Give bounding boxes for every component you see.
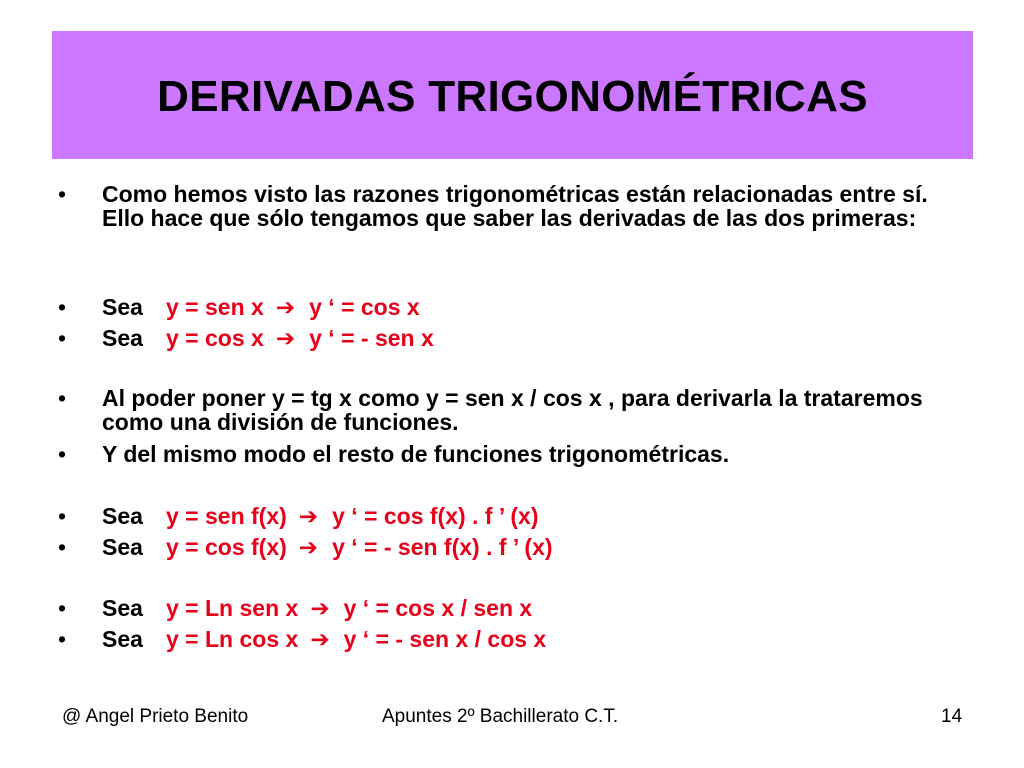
rule-function: y = Ln sen x xyxy=(166,595,299,621)
arrow-icon: ➔ xyxy=(298,503,319,529)
bullet-marker: • xyxy=(58,595,67,621)
bullet-intro xyxy=(58,181,972,231)
bullet-marker: • xyxy=(58,503,67,529)
rule-ln-sen xyxy=(58,595,972,621)
rule-derivative: y ‘ = cos x xyxy=(309,294,420,320)
rest-text: Y del mismo modo el resto de funciones trigonométricas. xyxy=(102,441,730,467)
rule-lead: Sea xyxy=(102,503,143,529)
rule-sen xyxy=(58,294,972,320)
rule-cos-f xyxy=(58,534,972,560)
slide-title: DERIVADAS TRIGONOMÉTRICAS xyxy=(157,72,868,121)
bullet-marker: • xyxy=(58,385,67,411)
rule-function: y = cos x xyxy=(166,325,264,351)
bullet-marker: • xyxy=(58,441,67,467)
rule-lead: Sea xyxy=(102,325,143,351)
rule-lead: Sea xyxy=(102,294,143,320)
rule-derivative: y ‘ = - sen x xyxy=(309,325,434,351)
bullet-tangent xyxy=(58,385,972,435)
arrow-icon: ➔ xyxy=(298,534,319,560)
rule-lead: Sea xyxy=(102,595,143,621)
bullet-marker: • xyxy=(58,626,67,652)
bullet-marker: • xyxy=(58,294,67,320)
bullet-marker: • xyxy=(58,325,67,351)
bullet-rest xyxy=(58,441,972,467)
bullet-marker: • xyxy=(58,534,67,560)
arrow-icon: ➔ xyxy=(310,595,330,621)
rule-function: y = Ln cos x xyxy=(166,626,299,652)
rule-cos xyxy=(58,325,972,351)
footer-page-number: 14 xyxy=(941,706,963,727)
rule-function: y = sen x xyxy=(166,294,264,320)
rule-derivative: y ‘ = - sen x / cos x xyxy=(343,626,547,652)
arrow-icon: ➔ xyxy=(310,626,330,652)
arrow-icon: ➔ xyxy=(275,294,296,320)
bullet-marker: • xyxy=(58,181,67,207)
rule-function: y = cos f(x) xyxy=(166,534,287,560)
footer-author: @ Angel Prieto Benito xyxy=(62,706,249,727)
rule-function: y = sen f(x) xyxy=(166,503,287,529)
arrow-icon: ➔ xyxy=(275,325,296,351)
rule-lead: Sea xyxy=(102,534,143,560)
rule-ln-cos xyxy=(58,626,972,652)
rule-derivative: y ‘ = - sen f(x) . f ’ (x) xyxy=(332,534,553,560)
intro-text: Como hemos visto las razones trigonométricas están relacionadas entre sí. Ello hace que sólo tengamos que saber las derivadas de las dos primeras: xyxy=(102,181,928,231)
rule-sen-f xyxy=(58,503,972,529)
rule-derivative: y ‘ = cos x / sen x xyxy=(343,595,533,621)
rule-derivative: y ‘ = cos f(x) . f ’ (x) xyxy=(332,503,539,529)
rule-lead: Sea xyxy=(102,626,143,652)
footer-course: Apuntes 2º Bachillerato C.T. xyxy=(382,706,619,727)
tangent-text: Al poder poner y = tg x como y = sen x / cos x , para derivarla la trataremos como una división de funciones. xyxy=(102,385,923,435)
